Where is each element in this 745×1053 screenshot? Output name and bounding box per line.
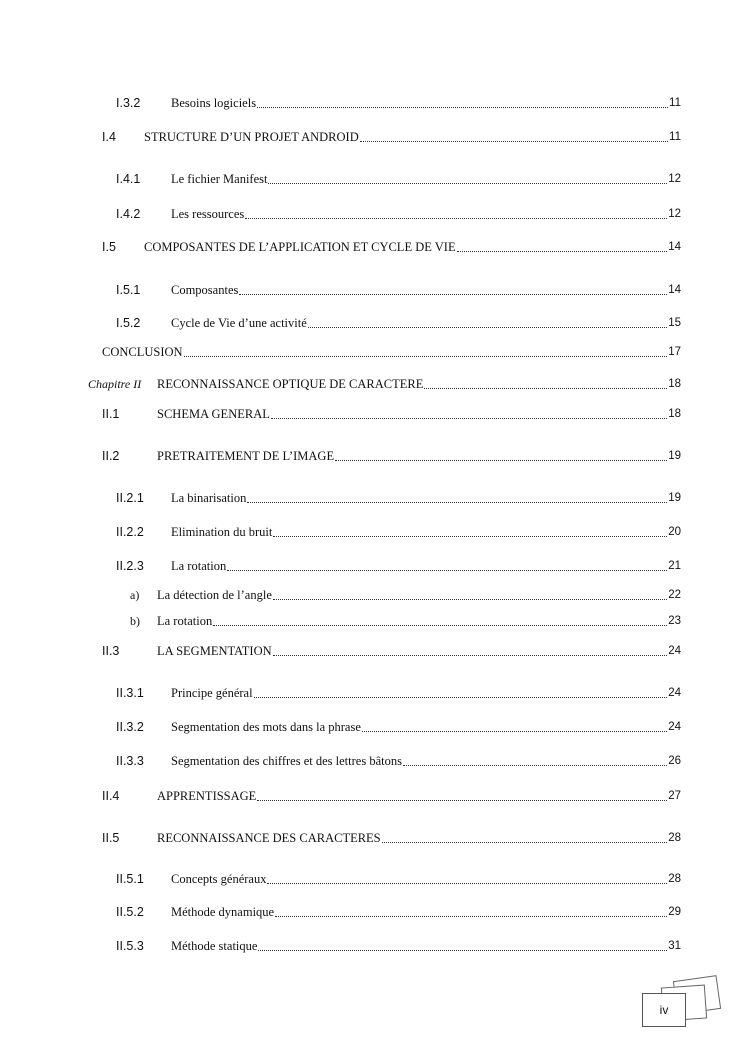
entry-page: 12 xyxy=(668,173,681,185)
dot-leader xyxy=(267,883,667,884)
entry-number: II.1 xyxy=(102,407,120,421)
toc-entry[interactable] xyxy=(102,445,681,463)
dot-leader xyxy=(258,950,667,951)
entry-number: II.2 xyxy=(102,449,120,463)
entry-page: 14 xyxy=(668,241,681,253)
entry-number: II.5.1 xyxy=(116,872,144,886)
entry-title: PRETRAITEMENT DE L’IMAGE xyxy=(157,449,335,463)
toc-entry[interactable] xyxy=(102,341,681,359)
entry-number: I.5.1 xyxy=(116,283,141,297)
entry-number: I.4.2 xyxy=(116,207,141,221)
dot-leader xyxy=(457,251,668,252)
toc-entry[interactable] xyxy=(130,610,681,628)
toc-entry[interactable] xyxy=(102,785,681,803)
entry-page: 17 xyxy=(668,346,681,358)
entry-number: I.4 xyxy=(102,130,116,144)
dot-leader xyxy=(257,107,668,108)
page-number-badge xyxy=(642,993,686,1027)
entry-page: 29 xyxy=(668,906,681,918)
page-number: iv xyxy=(659,1003,669,1017)
dot-leader xyxy=(275,916,667,917)
entry-number: II.2.2 xyxy=(116,525,144,539)
entry-page: 19 xyxy=(668,450,681,462)
dot-leader xyxy=(213,625,667,626)
entry-number: I.5 xyxy=(102,240,116,254)
toc-entry[interactable] xyxy=(102,640,681,658)
entry-page: 26 xyxy=(668,755,681,767)
entry-page: 11 xyxy=(669,131,681,143)
entry-page: 18 xyxy=(668,408,681,420)
toc-entry[interactable] xyxy=(116,555,681,573)
entry-number: I.5.2 xyxy=(116,316,141,330)
dot-leader xyxy=(254,697,668,698)
entry-page: 18 xyxy=(668,378,681,390)
entry-title: COMPOSANTES DE L’APPLICATION ET CYCLE DE VIE xyxy=(144,240,456,254)
entry-title: Les ressources xyxy=(171,207,245,221)
entry-title: La rotation xyxy=(157,614,213,628)
toc-entry[interactable] xyxy=(102,236,681,254)
entry-number: I.3.2 xyxy=(116,96,141,110)
entry-number: II.3.2 xyxy=(116,720,144,734)
dot-leader xyxy=(308,327,667,328)
entry-number: II.3 xyxy=(102,644,120,658)
entry-page: 15 xyxy=(668,317,681,329)
entry-title: Principe général xyxy=(171,686,253,700)
dot-leader xyxy=(239,294,667,295)
entry-page: 24 xyxy=(668,687,681,699)
entry-title: Segmentation des mots dans la phrase xyxy=(171,720,361,734)
toc-entry[interactable] xyxy=(116,312,681,330)
entry-number: II.2.3 xyxy=(116,559,144,573)
toc-entry[interactable] xyxy=(116,279,681,297)
entry-page: 28 xyxy=(668,873,681,885)
dot-leader xyxy=(362,731,667,732)
entry-title: La binarisation xyxy=(171,491,247,505)
entry-page: 27 xyxy=(668,790,681,802)
entry-number: II.3.3 xyxy=(116,754,144,768)
entry-page: 24 xyxy=(668,645,681,657)
dot-leader xyxy=(403,765,667,766)
entry-title: SCHEMA GENERAL xyxy=(157,407,270,421)
entry-title: Composantes xyxy=(171,283,239,297)
entry-title: La rotation xyxy=(171,559,227,573)
toc-entry[interactable] xyxy=(116,901,681,919)
toc-entry[interactable] xyxy=(102,827,681,845)
entry-page: 21 xyxy=(668,560,681,572)
toc-entry[interactable] xyxy=(88,373,681,391)
entry-page: 23 xyxy=(668,615,681,627)
entry-page: 31 xyxy=(668,940,681,952)
dot-leader xyxy=(424,388,667,389)
toc-entry[interactable] xyxy=(102,126,681,144)
toc-entry[interactable] xyxy=(116,750,681,768)
entry-number: II.5.2 xyxy=(116,905,144,919)
entry-page: 28 xyxy=(668,832,681,844)
toc-entry[interactable] xyxy=(116,203,681,221)
entry-number: II.4 xyxy=(102,789,120,803)
dot-leader xyxy=(184,356,668,357)
entry-page: 14 xyxy=(668,284,681,296)
dot-leader xyxy=(360,141,668,142)
entry-title: APPRENTISSAGE xyxy=(157,789,257,803)
entry-number: II.3.1 xyxy=(116,686,144,700)
toc-entry[interactable] xyxy=(116,92,681,110)
entry-title: RECONNAISSANCE OPTIQUE DE CARACTERE xyxy=(157,377,424,391)
entry-number: II.2.1 xyxy=(116,491,144,505)
entry-title: Elimination du bruit xyxy=(171,525,273,539)
entry-title: RECONNAISSANCE DES CARACTERES xyxy=(157,831,381,845)
entry-page: 24 xyxy=(668,721,681,733)
entry-title: Cycle de Vie d’une activité xyxy=(171,316,307,330)
dot-leader xyxy=(257,800,667,801)
toc-entry[interactable] xyxy=(116,868,681,886)
toc-entry[interactable] xyxy=(116,521,681,539)
entry-title: STRUCTURE D’UN PROJET ANDROID xyxy=(144,130,359,144)
entry-page: 11 xyxy=(669,97,681,109)
entry-page: 19 xyxy=(668,492,681,504)
entry-letter: a) xyxy=(130,588,140,602)
toc-entry[interactable] xyxy=(116,716,681,734)
toc-entry[interactable] xyxy=(116,487,681,505)
entry-number: I.4.1 xyxy=(116,172,141,186)
dot-leader xyxy=(268,183,667,184)
entry-title: La détection de l’angle xyxy=(157,588,272,602)
dot-leader xyxy=(273,655,668,656)
dot-leader xyxy=(247,502,667,503)
dot-leader xyxy=(273,599,667,600)
dot-leader xyxy=(273,536,667,537)
entry-letter: b) xyxy=(130,614,140,628)
toc-entry[interactable] xyxy=(116,935,681,953)
entry-title: Méthode statique xyxy=(171,939,258,953)
entry-page: 12 xyxy=(668,208,681,220)
toc-entry[interactable] xyxy=(116,168,681,186)
entry-number: II.5.3 xyxy=(116,939,144,953)
entry-title: Le fichier Manifest xyxy=(171,172,268,186)
dot-leader xyxy=(245,218,667,219)
dot-leader xyxy=(382,842,668,843)
chapter-label: Chapitre II xyxy=(88,377,142,391)
entry-title: Méthode dynamique xyxy=(171,905,275,919)
entry-page: 22 xyxy=(668,589,681,601)
dot-leader xyxy=(227,570,667,571)
dot-leader xyxy=(271,418,667,419)
toc-entry[interactable] xyxy=(116,682,681,700)
entry-title: Segmentation des chiffres et des lettres bâtons xyxy=(171,754,402,768)
toc-entry[interactable] xyxy=(102,403,681,421)
entry-number: II.5 xyxy=(102,831,120,845)
entry-title: CONCLUSION xyxy=(102,345,183,359)
entry-title: LA SEGMENTATION xyxy=(157,644,272,658)
entry-page: 20 xyxy=(668,526,681,538)
entry-title: Besoins logiciels xyxy=(171,96,257,110)
entry-title: Concepts généraux xyxy=(171,872,267,886)
toc-entry[interactable] xyxy=(130,584,681,602)
dot-leader xyxy=(335,460,667,461)
